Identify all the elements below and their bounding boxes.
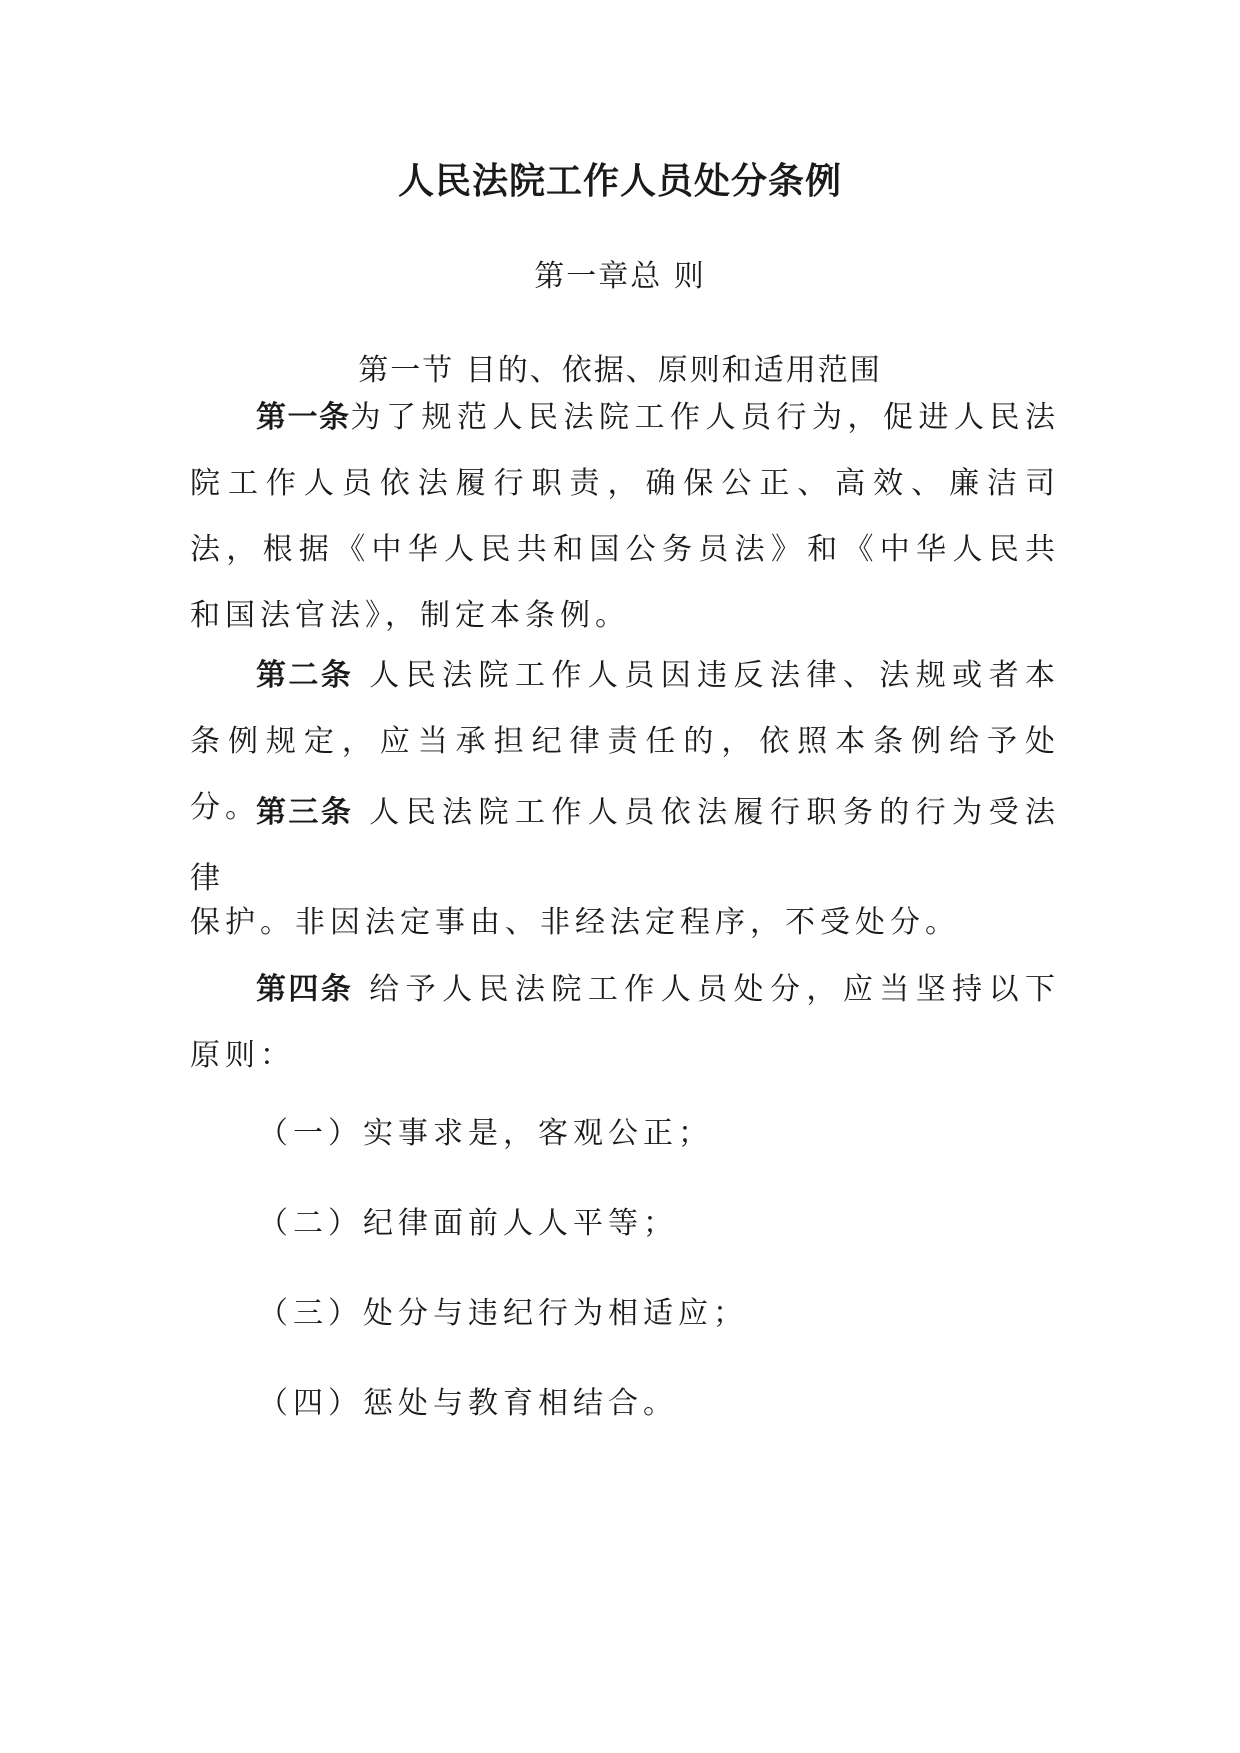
principle-item: （二）纪律面前人人平等；: [258, 1206, 678, 1241]
principle-item: （四）惩处与教育相结合。: [258, 1386, 678, 1421]
chapter-heading: 第一章总 则: [534, 259, 706, 294]
article-number: 第三条: [256, 795, 354, 830]
article-number: 第一条: [256, 400, 351, 435]
article-3-continuation: [190, 890, 1060, 956]
document-title: 人民法院工作人员处分条例: [397, 161, 842, 202]
article-number: 第四条: [256, 972, 354, 1007]
article-separator: [353, 972, 369, 1007]
principle-item: （一）实事求是，客观公正；: [258, 1116, 713, 1151]
article-4: [190, 957, 1060, 1089]
article-text-line-1: 人民法院工作人员依法履行职务的行为受法律: [190, 795, 1060, 896]
article-text: 为了规范人民法院工作人员行为，促进人民法院工作人员依法履行职责，确保公正、高效、廉洁司法，根据《中华人民共和国公务员法》和《中华人民共和国法官法》，制定本条例。: [190, 400, 1060, 633]
article-separator: [353, 658, 369, 693]
article-text: 人民法院工作人员因违反法律、法规或者本条例规定，应当承担纪律责任的，依照本条例给予处分。: [190, 658, 1060, 825]
article-text-line-2: 保护。非因法定事由、非经法定程序，不受处分。: [190, 905, 960, 940]
article-1: [190, 385, 1060, 649]
article-text: 给予人民法院工作人员处分，应当坚持以下原则：: [190, 972, 1060, 1073]
principle-item: （三）处分与违纪行为相适应；: [258, 1296, 748, 1331]
article-number: 第二条: [256, 658, 354, 693]
article-separator: [353, 795, 369, 830]
section-heading: 第一节 目的、依据、原则和适用范围: [358, 353, 882, 388]
